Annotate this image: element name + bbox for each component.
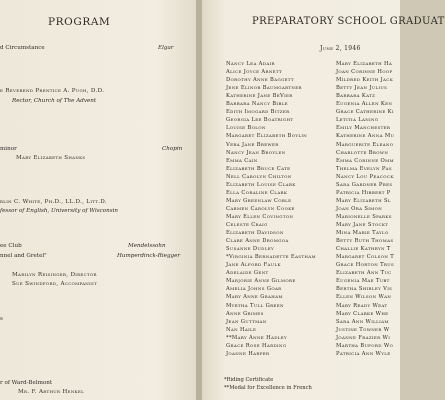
graduate-name: Adelaide Gent [226, 270, 269, 277]
graduates-heading: PREPARATORY SCHOOL GRADUAT [252, 16, 445, 27]
graduate-name: Louise Bolon [226, 125, 266, 132]
graduate-name: Mary Jane Stockt [336, 222, 389, 228]
graduate-name: *Virginia Bernadette Eastham [226, 254, 316, 261]
program-line: e Reverend Prentice A. Pugh, D.D. [0, 88, 105, 94]
graduate-name: Mildred Keith Jack [336, 77, 394, 84]
graduate-name: Mary Ellen Covington [226, 213, 294, 220]
graduate-name: Marionelle Sparks [336, 213, 392, 220]
graduate-name: Grace Catherine Ki [336, 109, 394, 116]
graduate-name: Dorothy Anne Baggett [226, 77, 294, 84]
ceremony-date: June 2, 1946 [320, 45, 361, 52]
graduate-name: Betty Ruth Thomas [336, 238, 394, 245]
graduate-name: Clare Anne Dromgoa [226, 238, 289, 245]
program-line: rlin C. White, Ph.D., LL.D., Litt.D. [0, 199, 107, 205]
graduate-name: Jean Guttman [226, 318, 267, 325]
program-page [0, 0, 196, 400]
graduate-name: Joanne Harper [226, 350, 270, 357]
graduate-name: Eugenia Mae Tubt [336, 278, 390, 285]
graduate-name: Nancy Lou Peacock [336, 173, 394, 180]
graduate-name: Emma Cain [226, 157, 258, 164]
graduate-name: Ellen Wilson Wan [336, 294, 392, 301]
program-heading: PROGRAM [48, 16, 111, 28]
graduate-name: Sara Gardner Pres [336, 181, 393, 188]
graduate-name: Emma Corinne Omm [336, 157, 394, 164]
graduate-name: Joanne Frazier Wi [336, 334, 391, 341]
program-line: Elgar [158, 45, 174, 51]
graduate-name: Margaret Colson T [336, 254, 395, 261]
graduate-name: Mary Greenlaw Coble [226, 197, 292, 204]
program-line: nnel and Gretel" [0, 253, 47, 259]
program-line: Rector, Church of The Advent [12, 98, 97, 104]
graduate-name: Joan Corinne Hoop [336, 69, 393, 76]
graduate-name: Ella Coraline Clark [226, 189, 288, 196]
graduate-name: Challie Kathryn T [336, 246, 391, 253]
graduate-name: Barbara Katz [336, 93, 376, 100]
graduate-name: Celeste Craig [226, 222, 268, 228]
graduate-name: Elizabeth Louise Clark [226, 181, 296, 188]
graduate-name: Elizabeth Davidson [226, 230, 284, 237]
graduate-name: Susanne Dudley [226, 246, 274, 253]
graduate-name: Vera Jane Brewer [226, 141, 279, 148]
graduate-name: Bertha Shirley Vis [336, 286, 393, 293]
program-line: r of Ward-Belmont [0, 380, 53, 386]
graduate-name: Carmen Carolyn Cooke [226, 205, 295, 212]
graduates-page [202, 0, 445, 400]
graduate-name: Marjorie Anne Gilmore [226, 278, 296, 285]
graduate-name: Sara Ann William [336, 318, 389, 325]
graduate-name: Mary Elizabeth Ha [336, 61, 393, 67]
graduate-name: Martha Buford Wo [336, 342, 394, 349]
program-line: s [0, 316, 3, 322]
graduate-name: Barbara Nancy Bible [226, 101, 288, 108]
footnote: *Riding Certificate [224, 377, 274, 383]
graduate-name: Joan Ora Simon [336, 205, 383, 212]
graduate-name: Mary Anne Graham [226, 294, 283, 301]
program-line: Mendelssohn [128, 243, 166, 249]
graduate-name: Nell Carolyn Chilton [226, 173, 292, 180]
graduate-name: Mary Ready Weat [336, 302, 388, 309]
program-line: ee Club [0, 243, 22, 249]
program-line: Mary Elizabeth Shanks [16, 155, 86, 161]
graduate-name: Betty Jean Julius [336, 85, 388, 92]
graduate-name: Patricia Ann Wyle [336, 350, 391, 357]
program-line: Mr. F. Arthur Henkel [18, 389, 85, 395]
program-line: fessor of English, University of Wisconsin [0, 208, 119, 214]
graduate-name: Georgia Lee Boatright [226, 117, 294, 124]
graduate-name: Katherine Jane BeVier [226, 93, 293, 100]
program-line: Marilyn Reisinger, Director [12, 272, 97, 278]
graduate-name: Edith Imogard Bitzer [226, 109, 290, 116]
graduate-name: Katherine Anna Mu [336, 133, 395, 140]
graduate-name: Mina Marie Taylo [336, 230, 389, 237]
graduate-name: Grace Rose Harding [226, 342, 287, 349]
graduate-name: Charlotte Brown [336, 149, 389, 156]
graduate-name: Emily Manchester [336, 125, 391, 132]
graduate-name: Jene Elinor Baumgartner [226, 85, 302, 92]
graduate-name: Nancy Jean Broylen [226, 149, 286, 156]
graduate-name: Myrtha Tull Green [226, 302, 284, 309]
program-line: d Circumstance [0, 45, 45, 51]
graduate-name: Mary Elizabeth Sl [336, 197, 391, 204]
graduate-name: Eugenia Allen Ken [336, 101, 393, 108]
program-line: Sue Swindford, Accompanist [12, 281, 97, 287]
program-line: minor [0, 146, 17, 152]
graduate-name: Jane Alford Faulk [226, 262, 281, 269]
graduate-name: Justine Towner W [336, 326, 390, 333]
graduate-name: Thelma Evelyn Pas [336, 165, 393, 172]
graduate-name: Marguerite Eleano [336, 141, 394, 148]
graduate-name: Anne Grimes [226, 310, 264, 317]
graduate-name: Amelia Johns Goar [226, 286, 282, 293]
graduate-name: Patricia Hibbert P [336, 189, 391, 196]
graduate-name: Nancy Lea Adair [226, 61, 275, 67]
graduate-name: Elizabeth Bruce Cate [226, 165, 291, 172]
graduate-name: Nan Haile [226, 326, 257, 333]
graduate-name: Margaret Elizabeth Boylin [226, 133, 308, 140]
graduate-name: Alice Joyce Arnett [226, 69, 283, 76]
graduate-name: Letitia Laning [336, 117, 379, 124]
graduate-name: Mary Clarke Whe [336, 310, 389, 317]
program-line: Humperdinck-Riegger [117, 253, 181, 259]
footnote: **Medal for Excellence in French [224, 385, 312, 391]
graduate-name: **Mary Anne Hadley [226, 334, 288, 341]
graduate-name: Grace Horton Trus [336, 262, 395, 269]
program-line: Chopin [162, 146, 183, 152]
graduate-name: Elizabeth Ann Tuc [336, 270, 392, 277]
